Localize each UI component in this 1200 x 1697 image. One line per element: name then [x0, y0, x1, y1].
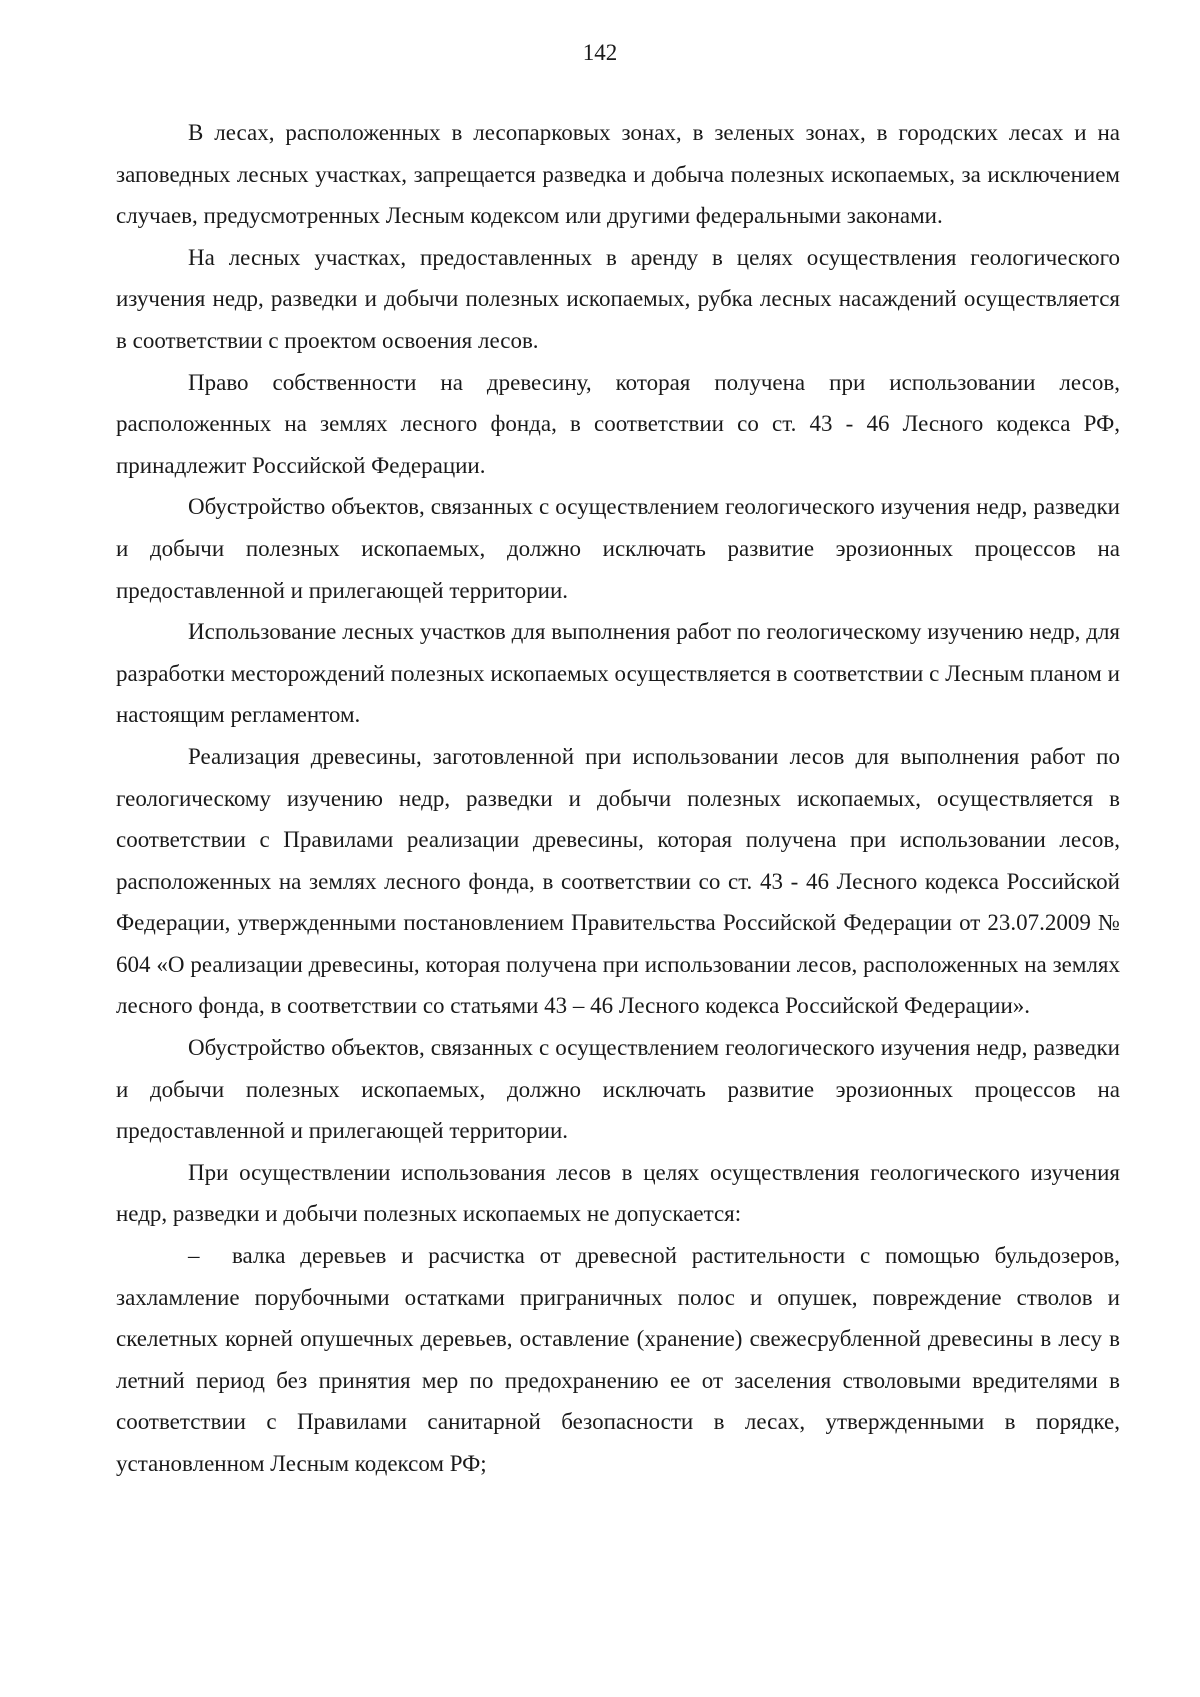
list-item	[116, 1235, 1120, 1485]
list-item-text: валка деревьев и расчистка от древесной растительности с помощью бульдозеров, захламление порубочными остатками приграничных полос и опушек, повреждение стволов и скелетных корней опушечных деревьев, оставление (хранение) свежесрубленной древесины в лесу в летний период без принятия мер по предохранению ее от заселения стволовыми вредителями в соответствии с Правилами санитарной безопасности в лесах, утвержденными в порядке, установленном Лесным кодексом РФ;	[116, 1243, 1120, 1476]
paragraph-5: Использование лесных участков для выполнения работ по геологическому изучению недр, для разработки месторождений полезных ископаемых осуществляется в соответствии с Лесным планом и настоящим регламентом.	[116, 619, 1120, 728]
paragraph-2: На лесных участках, предоставленных в аренду в целях осуществления геологического изучения недр, разведки и добычи полезных ископаемых, рубка лесных насаждений осуществляется в соответствии с проектом освоения лесов.	[116, 244, 1120, 353]
paragraph-3: Право собственности на древесину, которая получена при использовании лесов, расположенных на землях лесного фонда, в соответствии со ст. 43 - 46 Лесного кодекса РФ, принадлежит Российской Федерации.	[116, 369, 1120, 478]
document-body	[116, 112, 1120, 1485]
list-item-marker: –	[188, 1243, 200, 1269]
page-number: 142	[582, 40, 618, 65]
paragraph-7: Обустройство объектов, связанных с осуществлением геологического изучения недр, разведки и добычи полезных ископаемых, должно исключать развитие эрозионных процессов на предоставленной и прилегающей территории.	[116, 1035, 1120, 1144]
paragraph-8: При осуществлении использования лесов в целях осуществления геологического изучения недр, разведки и добычи полезных ископаемых не допускается:	[116, 1159, 1120, 1227]
paragraph-1: В лесах, расположенных в лесопарковых зонах, в зеленых зонах, в городских лесах и на заповедных лесных участках, запрещается разведка и добыча полезных ископаемых, за исключением случаев, предусмотренных Лесным кодексом или другими федеральными законами.	[116, 120, 1120, 229]
paragraph-6: Реализация древесины, заготовленной при использовании лесов для выполнения работ по геологическому изучению недр, разведки и добычи полезных ископаемых, осуществляется в соответствии с Правилами реализации древесины, которая получена при использовании лесов, расположенных на землях лесного фонда, в соответствии со ст. 43 - 46 Лесного кодекса Российской Федерации, утвержденными постановлением Правительства Российской Федерации от 23.07.2009 № 604 «О реализации древесины, которая получена при использовании лесов, расположенных на землях лесного фонда, в соответствии со статьями 43 – 46 Лесного кодекса Российской Федерации».	[116, 743, 1120, 1019]
paragraph-4: Обустройство объектов, связанных с осуществлением геологического изучения недр, разведки и добычи полезных ископаемых, должно исключать развитие эрозионных процессов на предоставленной и прилегающей территории.	[116, 494, 1120, 603]
